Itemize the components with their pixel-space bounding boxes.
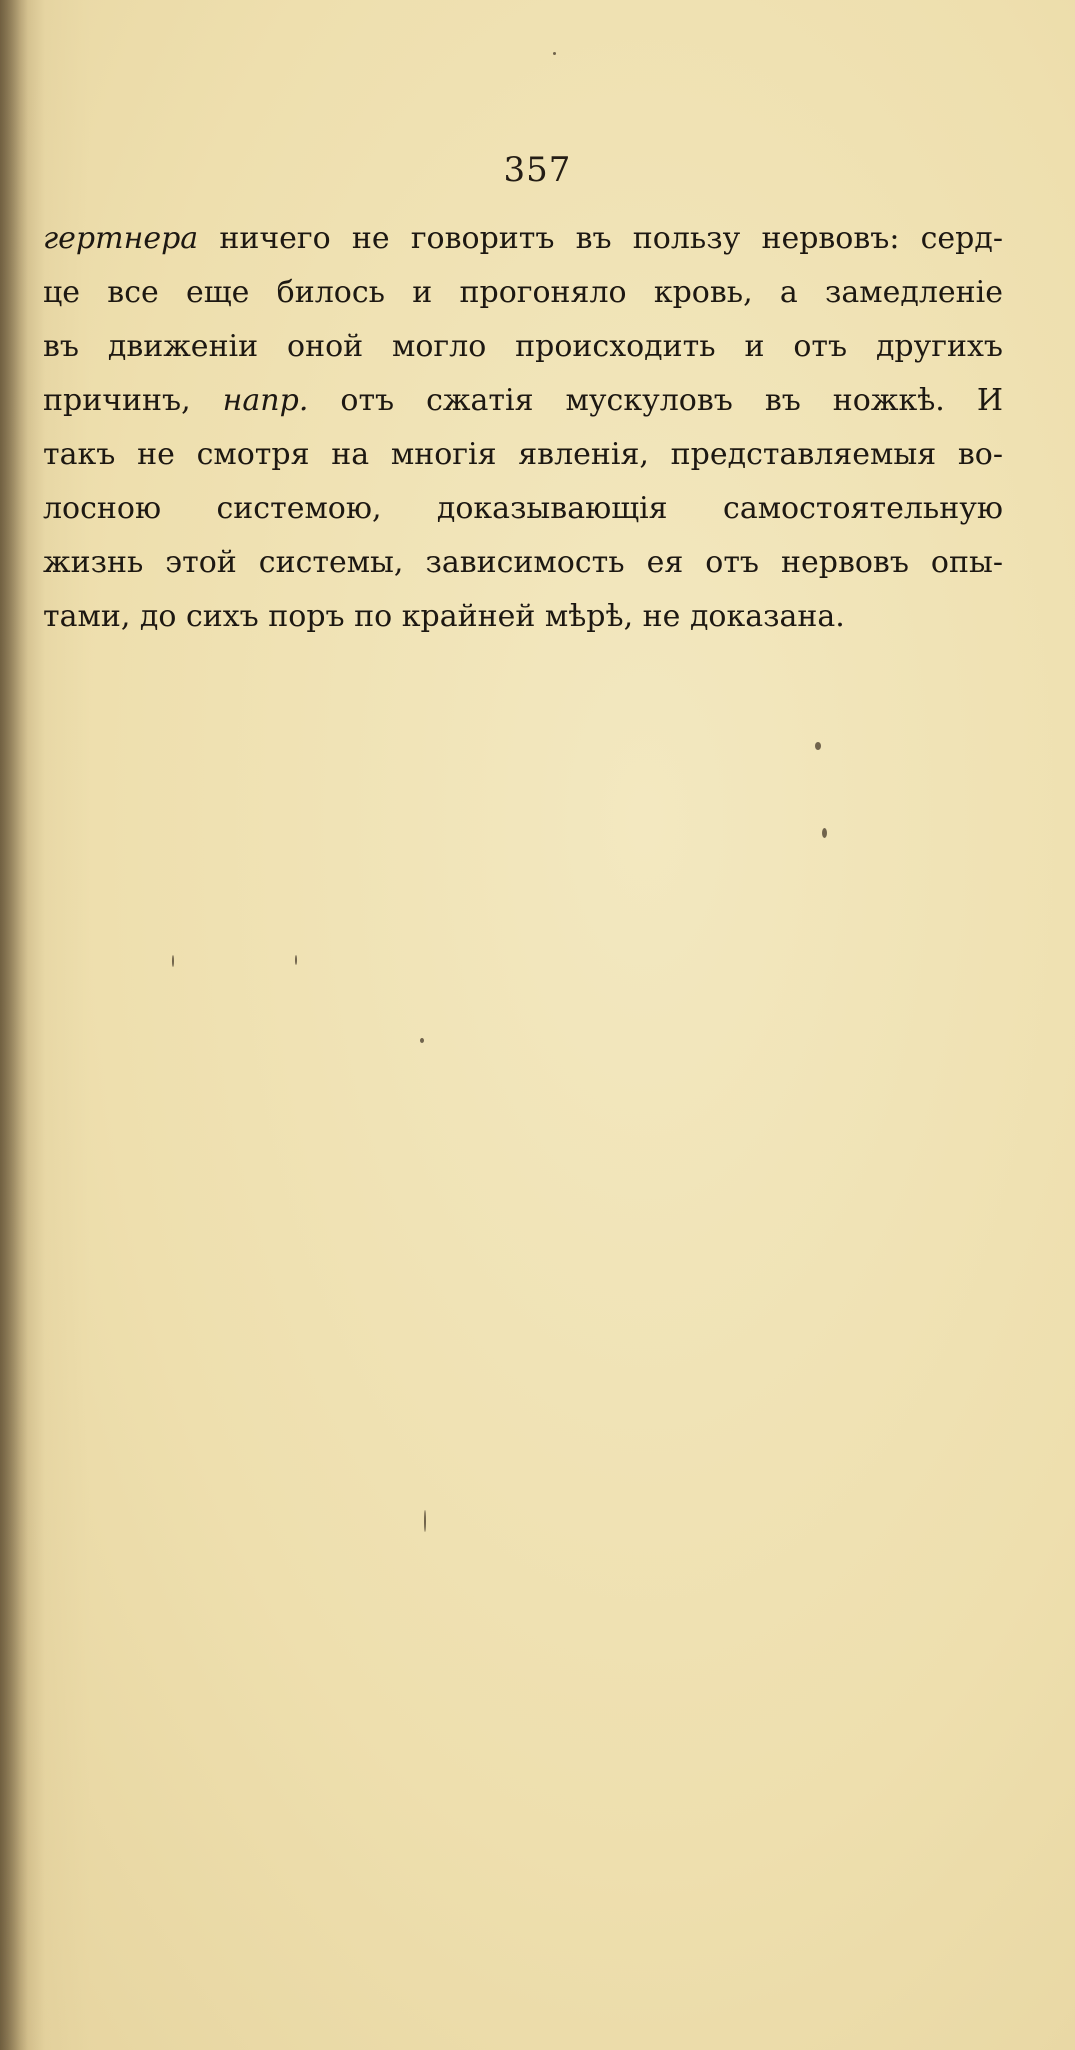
spine-shadow <box>0 0 28 2050</box>
line-text: це все еще билось и прогоняло кровь, а замедленіе <box>43 275 1003 310</box>
line-text-rest: отъ сжатія мускуловъ въ ножкѣ. И <box>308 383 1003 418</box>
text-line-2 <box>43 266 1003 320</box>
line-text: лосною системою, доказывающія самостоятельную <box>43 491 1003 526</box>
text-line-5 <box>43 428 1003 482</box>
italic-abbreviation: напр. <box>222 383 309 418</box>
ink-speck <box>420 1038 424 1043</box>
line-text: въ движеніи оной могло происходить и отъ другихъ <box>43 329 1003 364</box>
line-text: ничего не говоритъ въ пользу нервовъ: серд- <box>198 221 1003 256</box>
ink-speck <box>424 1510 426 1532</box>
line-text: такъ не смотря на многія явленія, представляемыя во- <box>43 437 1003 472</box>
ink-speck <box>172 955 174 967</box>
line-text: тами, до сихъ поръ по крайней мѣрѣ, не доказана. <box>43 599 845 634</box>
text-line-1 <box>43 212 1003 266</box>
ink-speck <box>553 52 556 55</box>
line-text: жизнь этой системы, зависимость ея отъ нервовъ опы- <box>43 545 1003 580</box>
line-text: причинъ, <box>43 383 223 418</box>
body-text <box>43 212 1003 644</box>
ink-speck <box>295 955 297 965</box>
page-number: 357 <box>503 150 572 190</box>
ink-speck <box>822 828 827 838</box>
text-line-6 <box>43 482 1003 536</box>
text-line-8 <box>43 590 1003 644</box>
text-line-3 <box>43 320 1003 374</box>
italic-word: гертнера <box>43 221 199 256</box>
text-line-4 <box>43 374 1003 428</box>
ink-speck <box>815 742 821 750</box>
text-line-7 <box>43 536 1003 590</box>
